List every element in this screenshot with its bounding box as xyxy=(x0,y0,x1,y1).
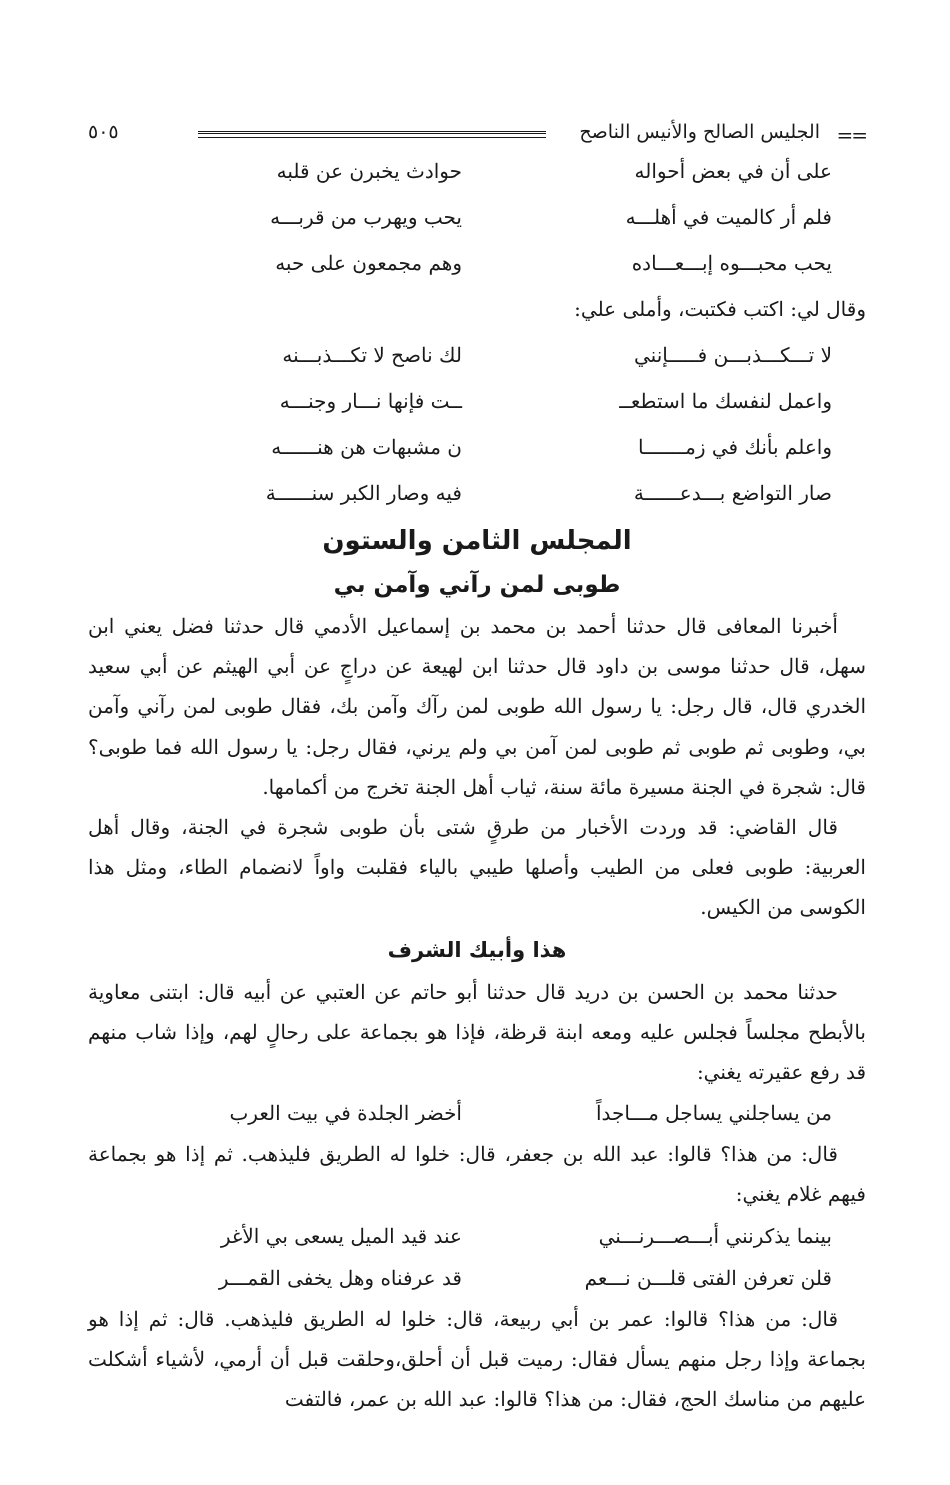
verse-line xyxy=(88,470,866,516)
verse-first-hemistich: واعمل لنفسك ما استطعــ xyxy=(619,389,832,413)
page-number: ٥٠٥ xyxy=(88,121,119,143)
verse-first-hemistich: بينما يذكرنني أبـــصـــرنـــني xyxy=(598,1223,832,1248)
verse-second-hemistich: وهم مجمعون على حبه xyxy=(275,251,462,275)
verse-second-hemistich: أخضر الجلدة في بيت العرب xyxy=(229,1101,462,1126)
chapter-title: المجلس الثامن والستون xyxy=(322,526,632,556)
header-ornament: == xyxy=(836,123,866,147)
header-rule xyxy=(198,131,546,138)
verse-second-hemistich: يحب ويهرب من قربـــه xyxy=(270,205,462,229)
verse-line xyxy=(88,378,866,424)
paragraph: قال: من هذا؟ قالوا: عبد الله بن جعفر، قال: خلوا له الطريق فليذهب. ثم إذا هو بجماعة فيهم غلام يغني: xyxy=(88,1142,866,1207)
paragraph: حدثنا محمد بن الحسن بن دريد قال حدثنا أبو حاتم عن العتبي عن أبيه قال: ابتنى معاوية بالأبطح مجلساً فجلس عليه ومعه ابنة قرظة، فإذا هو بجماعة على رحالٍ لهم، وإذا شاب منهم قد رفع عقيرته يغني: xyxy=(88,979,866,1085)
verse-first-hemistich: لا تـــكـــذبـــن فـــــإنني xyxy=(634,343,832,367)
verse-line xyxy=(88,1215,866,1257)
verse-first-hemistich: فلم أر كالميت في أهلـــه xyxy=(625,205,832,229)
verse-first-hemistich: من يساجلني يساجل مـــاجداً xyxy=(595,1101,832,1126)
verse-first-hemistich: يحب محبـــوه إبـــعـــاده xyxy=(631,251,832,275)
verse-second-hemistich: لك ناصح لا تكـــذبـــنه xyxy=(282,343,462,367)
verse-second-hemistich: ــت فإنها نـــار وجنـــه xyxy=(279,389,462,413)
verse-second-hemistich: عند قيد الميل يسعى بي الأغر xyxy=(220,1223,462,1248)
verse-line xyxy=(88,1257,866,1299)
verse-second-hemistich: حوادث يخبرن عن قلبه xyxy=(276,159,462,183)
paragraph: قال: من هذا؟ قالوا: عمر بن أبي ربيعة، قال: خلوا له الطريق فليذهب. قال: ثم إذا هو بجماعة وإذا رجل منهم يسأل فقال: رميت قبل أن أحلق،وحلقت قبل أن أرمي، لأشياء أشكلت عليهم من مناسك الحج، فقال: من هذا؟ قالوا: عبد الله بن عمر، فالتفت xyxy=(88,1306,866,1412)
book-title: الجليس الصالح والأنيس الناصح xyxy=(579,121,820,143)
verse-first-hemistich: على أن في بعض أحواله xyxy=(634,159,832,183)
verse-line xyxy=(88,332,866,378)
verse-line xyxy=(88,240,866,286)
verse-first-hemistich: قلن تعرفن الفتى قلـــن نـــعم xyxy=(584,1265,832,1290)
verse-line xyxy=(88,148,866,194)
section-title: هذا وأبيك الشرف xyxy=(387,937,567,962)
chapter-subtitle: طوبى لمن رآني وآمن بي xyxy=(333,572,621,598)
book-page xyxy=(88,118,866,1419)
verse-line xyxy=(88,424,866,470)
verse-second-hemistich: قد عرفناه وهل يخفى القمـــر xyxy=(218,1265,462,1290)
verse-second-hemistich: فيه وصار الكبر سنــــــة xyxy=(265,481,462,505)
verse-line xyxy=(88,1092,866,1134)
verse-first-hemistich: واعلم بأنك في زمـــــــا xyxy=(638,435,832,459)
paragraph: أخبرنا المعافى قال حدثنا أحمد بن محمد بن إسماعيل الأدمي قال حدثنا فضل يعني ابن سهل، قال حدثنا موسى بن داود قال حدثنا ابن لهيعة عن دراجٍ عن أبي الهيثم عن أبي سعيد الخدري قال، قال رجل: يا رسول الله طوبى لمن رآك وآمن بك، فقال طوبى لمن رآني وآمن بي، وطوبى ثم طوبى ثم طوبى لمن آمن بي ولم يرني، فقال رجل: يا رسول الله فما طوبى؟ قال: شجرة في الجنة مسيرة مائة سنة، ثياب أهل الجنة تخرج من أكمامها. xyxy=(88,614,866,799)
verse-first-hemistich: صار التواضع بـــدعــــــة xyxy=(633,481,832,505)
intro-line: وقال لي: اكتب فكتبت، وأملى علي: xyxy=(574,297,866,321)
paragraph: قال القاضي: قد وردت الأخبار من طرقٍ شتى بأن طوبى شجرة في الجنة، وقال أهل العربية: طوبى فعلى من الطيب وأصلها طيبي بالياء فقلبت واواً لانضمام الطاء، ومثل هذا الكوسى من الكيس. xyxy=(88,815,866,920)
verse-line xyxy=(88,194,866,240)
verse-second-hemistich: ن مشبهات هن هنــــــه xyxy=(271,435,462,459)
running-header xyxy=(88,118,866,148)
